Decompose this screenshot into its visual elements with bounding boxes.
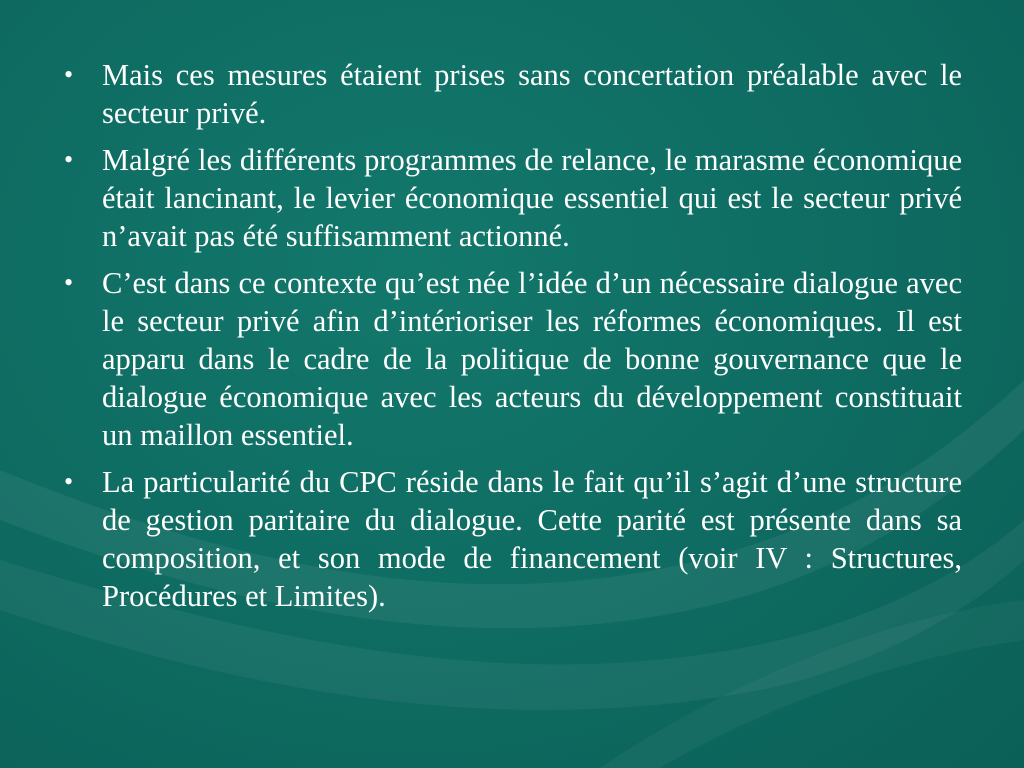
bullet-item [62,56,962,132]
bullet-item [62,141,962,255]
bullet-icon: • [64,467,74,496]
bullet-icon: • [64,145,74,174]
bullet-text: La particularité du CPC réside dans le fait qu’il s’agit d’une structure de gestion paritaire du dialogue. Cette parité est présente dans sa composition, et son mode de financement (voir IV : Structures, Procédures et Limites). [102,465,962,613]
bullet-item [62,463,962,615]
bullet-icon: • [64,268,74,297]
bullet-text: C’est dans ce contexte qu’est née l’idée d’un nécessaire dialogue avec le secteur privé afin d’intérioriser les réformes économiques. Il est apparu dans le cadre de la politique de bonne gouvernance que le dialogue économique avec les acteurs du développement constituait un maillon essentiel. [102,266,962,452]
bullet-list [62,56,962,615]
bullet-text: Malgré les différents programmes de relance, le marasme économique était lancinant, le levier économique essentiel qui est le secteur privé n’avait pas été suffisamment actionné. [102,143,962,253]
slide-content [62,56,962,624]
bullet-text: Mais ces mesures étaient prises sans concertation préalable avec le secteur privé. [102,58,962,130]
bullet-icon: • [64,60,74,89]
bullet-item [62,264,962,454]
